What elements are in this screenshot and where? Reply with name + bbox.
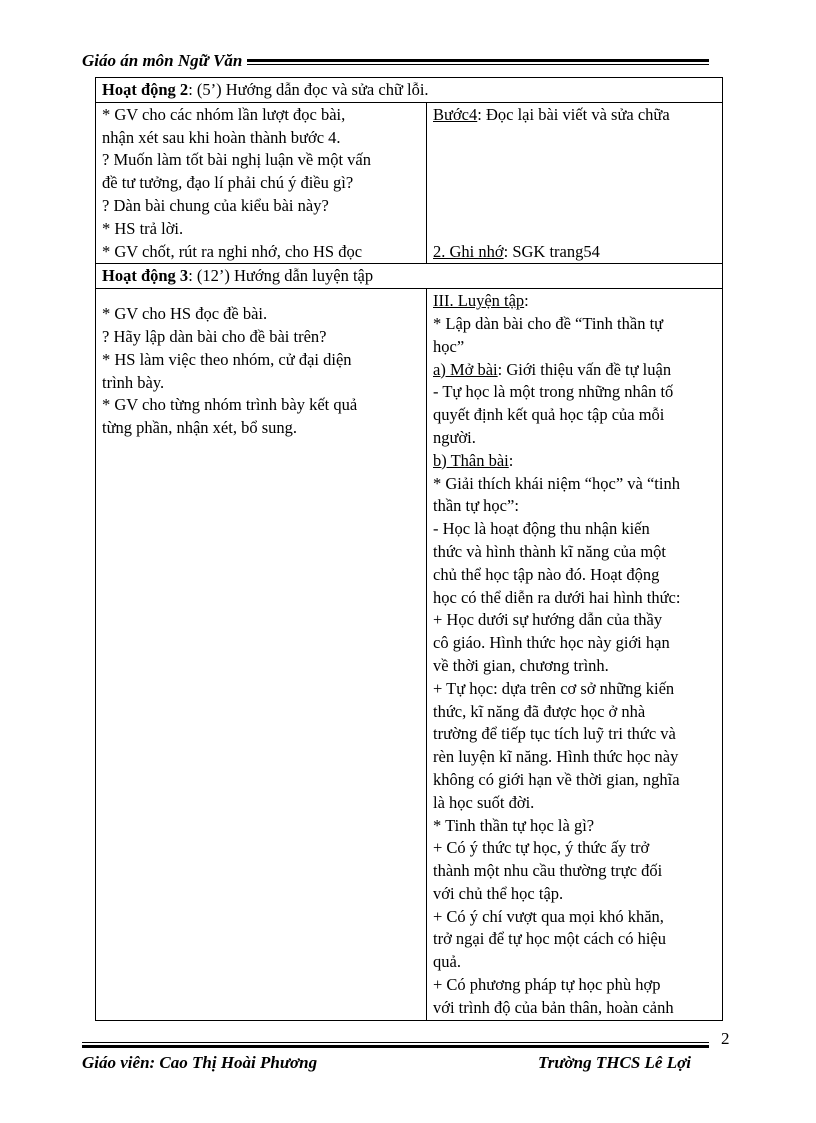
activity2-header — [96, 78, 723, 103]
text-line: trường để tiếp tục tích luỹ tri thức và — [433, 724, 676, 744]
text-line: thức, kĩ năng đã được học ở nhà — [433, 701, 646, 721]
text-line: * Tinh thần tự học là gì? — [433, 815, 595, 835]
activity2-title: : (5’) Hướng dẫn đọc và sửa chữ lỗi. — [188, 80, 429, 99]
step4-line — [433, 104, 716, 127]
intro-line — [433, 359, 716, 382]
text-line: với chủ thể học tập. — [433, 883, 564, 903]
footer-rule-thick — [82, 1045, 709, 1048]
text-line: thành một nhu cầu thường trực đối — [433, 861, 663, 881]
text-line: * GV cho các nhóm lần lượt đọc bài, — [102, 104, 346, 124]
text-line: với trình độ của bản thân, hoàn cảnh — [433, 997, 674, 1017]
step4-label: Bước4 — [433, 104, 478, 124]
header-title: Giáo án môn Ngữ Văn — [82, 51, 243, 70]
note-line — [433, 241, 716, 264]
footer-school: Trường THCS Lê Lợi — [538, 1053, 691, 1072]
text-line: + Có ý chí vượt qua mọi khó khăn, — [433, 906, 664, 926]
text-line: * HS làm việc theo nhóm, cử đại diện — [102, 349, 352, 369]
activity3-teacher-column — [96, 289, 427, 1021]
text-line: chủ thể học tập nào đó. Hoạt động — [433, 564, 660, 584]
text-line: ? Dàn bài chung của kiểu bài này? — [102, 195, 329, 215]
text-line: * Giải thích khái niệm “học” và “tinh — [433, 473, 680, 493]
text-line: từng phần, nhận xét, bổ sung. — [102, 418, 298, 438]
practice-heading: III. Luyện tập: — [433, 291, 529, 311]
text-line: nhận xét sau khi hoàn thành bước 4. — [102, 127, 341, 147]
text-line: quả. — [433, 952, 461, 972]
text-line: ? Hãy lập dàn bài cho đề bài trên? — [102, 326, 327, 346]
activity3-content-row — [96, 289, 723, 1021]
intro-label: a) Mở bài — [433, 359, 498, 379]
footer-teacher: Giáo viên: Cao Thị Hoài Phương — [82, 1053, 318, 1072]
activity3-header — [96, 264, 723, 289]
text-line: * Lập dàn bài cho đề “Tinh thần tự — [433, 313, 664, 333]
activity2-content-column — [427, 102, 723, 264]
page-number: 2 — [721, 1029, 730, 1048]
text-line: quyết định kết quả học tập của mỗi — [433, 405, 665, 425]
text-line: trở ngại để tự học một cách có hiệu — [433, 929, 667, 949]
text-line: ? Muốn làm tốt bài nghị luận về một vấn — [102, 150, 371, 170]
activity2-teacher-column — [96, 102, 427, 264]
text-line: + Học dưới sự hướng dẫn của thầy — [433, 610, 663, 630]
text-line: người. — [433, 427, 476, 447]
text-line: + Tự học: dựa trên cơ sở những kiến — [433, 678, 675, 698]
activity3-title: : (12’) Hướng dẫn luyện tập — [188, 266, 374, 286]
lesson-table — [95, 77, 723, 1021]
practice-heading-text: III. Luyện tập — [433, 291, 525, 311]
step4-text: : Đọc lại bài viết và sửa chữa — [477, 104, 670, 124]
text-line: là học suốt đời. — [433, 792, 535, 812]
text-line: + Có phương pháp tự học phù hợp — [433, 975, 661, 995]
note-text: : SGK trang54 — [503, 241, 600, 261]
text-line: * GV chốt, rút ra nghi nhớ, cho HS đọc — [102, 241, 363, 261]
activity2-label: Hoạt động 2 — [102, 80, 189, 99]
text-line: học có thể diễn ra dưới hai hình thức: — [433, 587, 681, 607]
activity3-label: Hoạt động 3 — [102, 266, 189, 286]
body-heading: b) Thân bài: — [433, 450, 514, 470]
text-line: - Học là hoạt động thu nhận kiến — [433, 519, 650, 539]
text-line: + Có ý thức tự học, ý thức ấy trở — [433, 838, 650, 858]
text-line: không có giới hạn về thời gian, nghĩa — [433, 769, 680, 789]
activity2-content-row — [96, 102, 723, 264]
footer-rule-thin — [82, 1042, 709, 1043]
header-rule-thin — [247, 64, 709, 65]
text-line: * GV cho HS đọc đề bài. — [102, 304, 268, 324]
text-line: về thời gian, chương trình. — [433, 655, 609, 675]
text-line: thức và hình thành kĩ năng của một — [433, 541, 667, 561]
activity3-header-row — [96, 264, 723, 289]
text-line: cô giáo. Hình thức học này giới hạn — [433, 633, 670, 653]
text-line: thần tự học”: — [433, 496, 519, 516]
text-line: * HS trả lời. — [102, 218, 184, 238]
text-line: học” — [433, 336, 465, 356]
header-rule-thick — [247, 59, 709, 62]
activity3-content-column — [427, 289, 723, 1021]
text-line: đề tư tưởng, đạo lí phải chú ý điều gì? — [102, 173, 354, 193]
activity2-header-row — [96, 78, 723, 103]
body-label: b) Thân bài — [433, 450, 509, 470]
text-line: rèn luyện kĩ năng. Hình thức học này — [433, 747, 679, 767]
text-line: trình bày. — [102, 372, 165, 392]
text-line: - Tự học là một trong những nhân tố — [433, 382, 674, 402]
note-label: 2. Ghi nhớ — [433, 241, 504, 261]
text-line: * GV cho từng nhóm trình bày kết quả — [102, 395, 358, 415]
intro-text: : Giới thiệu vấn đề tự luận — [497, 359, 672, 379]
